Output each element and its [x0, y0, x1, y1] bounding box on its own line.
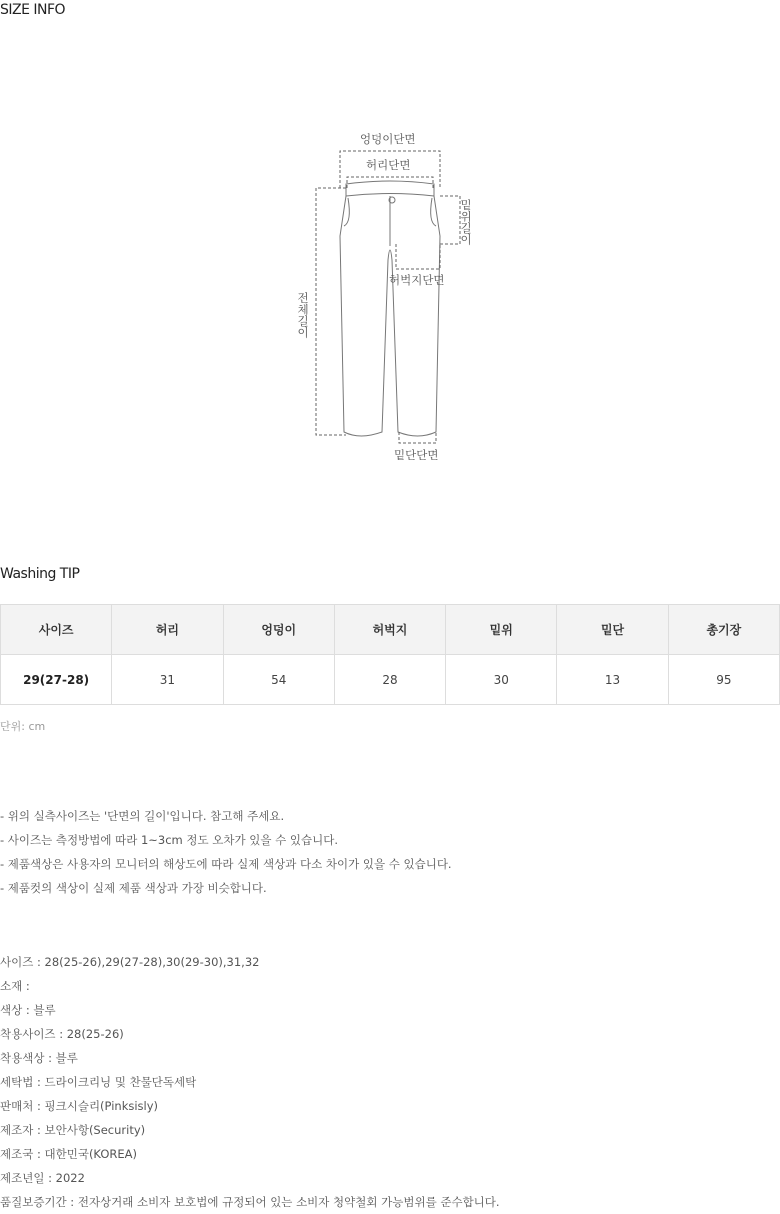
- table-row: [1, 655, 780, 705]
- spec-color: 색상 : 블루: [0, 1003, 56, 1017]
- note-line: - 제품색상은 사용자의 모니터의 해상도에 따라 실제 색상과 다소 차이가 있을 수 있습니다.: [0, 857, 452, 871]
- spec-material: 소재 :: [0, 979, 30, 993]
- pants-outline: [340, 181, 440, 436]
- cell-hip: 54: [223, 655, 334, 705]
- hip-label: 엉덩이단면: [360, 132, 416, 146]
- cell-rise: 30: [446, 655, 557, 705]
- spec-seller: 판매처 : 핑크시슬리(Pinksisly): [0, 1099, 159, 1113]
- spec-size: 사이즈 : 28(25-26),29(27-28),30(29-30),31,32: [0, 955, 260, 969]
- table-header-row: [1, 605, 780, 655]
- header-thigh: 허벅지: [334, 605, 445, 655]
- header-hem: 밑단: [557, 605, 668, 655]
- unit-note: 단위: cm: [0, 720, 46, 733]
- notes-list: [0, 804, 452, 900]
- spec-washing: 세탁법 : 드라이크리닝 및 찬물단독세탁: [0, 1075, 197, 1089]
- rise-label: 밑위길이: [459, 199, 473, 245]
- washing-tip-heading: Washing TIP: [0, 566, 80, 582]
- cell-thigh: 28: [334, 655, 445, 705]
- cell-waist: 31: [112, 655, 223, 705]
- cell-size: 29(27-28): [1, 655, 112, 705]
- cell-total-length: 95: [668, 655, 779, 705]
- header-waist: 허리: [112, 605, 223, 655]
- cell-hem: 13: [557, 655, 668, 705]
- spec-country: 제조국 : 대한민국(KOREA): [0, 1147, 138, 1161]
- thigh-label: 허벅지단면: [389, 273, 445, 287]
- product-specs: [0, 950, 500, 1214]
- note-line: - 사이즈는 측정방법에 따라 1~3cm 정도 오차가 있을 수 있습니다.: [0, 833, 339, 847]
- note-line: - 위의 실측사이즈는 '단면의 길이'입니다. 참고해 주세요.: [0, 809, 285, 823]
- spec-warranty: 품질보증기간 : 전자상거래 소비자 보호법에 규정되어 있는 소비자 청약철회 가능범위를 준수합니다.: [0, 1195, 500, 1209]
- total-length-label: 전체길이: [296, 292, 310, 338]
- size-table: [0, 604, 780, 705]
- pants-measurement-diagram: [285, 125, 485, 470]
- header-total-length: 총기장: [668, 605, 779, 655]
- spec-year: 제조년일 : 2022: [0, 1171, 85, 1185]
- header-rise: 밑위: [446, 605, 557, 655]
- hem-label: 밑단단면: [394, 448, 439, 462]
- size-info-heading: SIZE INFO: [0, 2, 66, 18]
- spec-manufacturer: 제조자 : 보안사항(Security): [0, 1123, 146, 1137]
- waist-label: 허리단면: [366, 158, 411, 172]
- spec-worn-color: 착용색상 : 블루: [0, 1051, 78, 1065]
- header-size: 사이즈: [1, 605, 112, 655]
- note-line: - 제품컷의 색상이 실제 제품 색상과 가장 비슷합니다.: [0, 881, 267, 895]
- spec-worn-size: 착용사이즈 : 28(25-26): [0, 1027, 124, 1041]
- header-hip: 엉덩이: [223, 605, 334, 655]
